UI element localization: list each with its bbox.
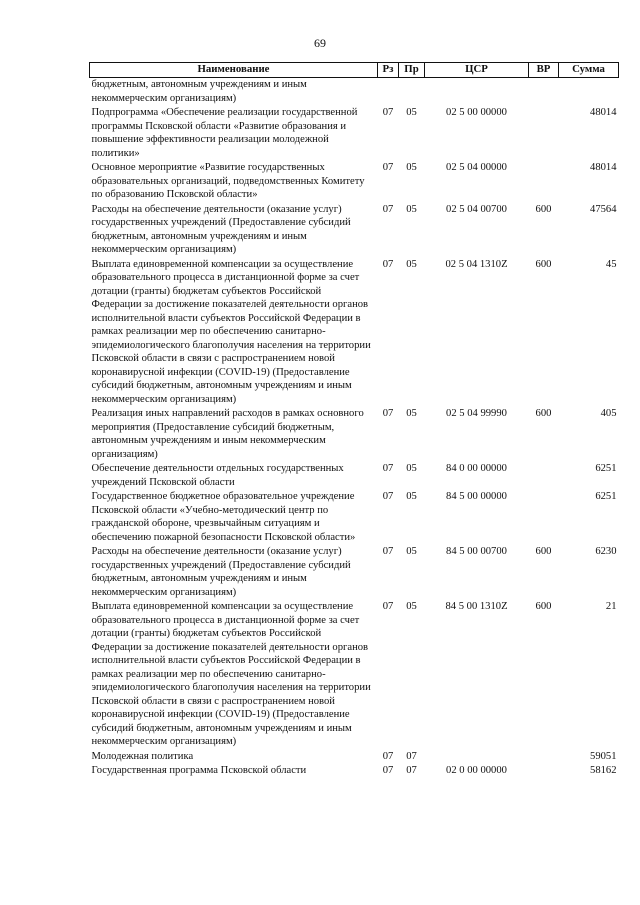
cell-vr: 600 <box>535 601 552 612</box>
cell-name: Расходы на обеспечение деятельности (оказание услуг) государственных учреждений (Предоставление субсидий бюджетным, автономным учреждениям и иным некоммерческим организациям) <box>91 546 351 598</box>
cell-pr: 07 <box>406 750 417 762</box>
cell-pr <box>399 78 425 107</box>
cell-vr <box>529 462 559 490</box>
table-row <box>90 78 619 107</box>
cell-csr: 84 0 00 00000 <box>446 463 507 474</box>
table-row <box>90 203 619 258</box>
header-rz: Рз <box>378 63 399 78</box>
cell-pr: 05 <box>406 463 417 474</box>
table-row <box>90 462 619 490</box>
cell-csr: 02 5 04 1310Z <box>445 258 508 270</box>
table-row <box>90 258 619 408</box>
cell-pr: 07 <box>406 765 417 776</box>
cell-name: Выплата единовременной компенсации за осуществление образовательного процесса в дистанционной форме за счет дотации (гранты) бюджетам субъектов Российской Федерации за достижение показателей деятельности органов исполнительной власти субъектов Российской Федерации в рамках реализации мер по обеспечению санитарно-эпидемиологического благополучия населения на территории Псковской области в связи с распространением новой коронавирусной инфекции (COVID-19) (Предоставление субсидий бюджетным, автономным учреждениям и иным некоммерческим организациям) <box>91 601 371 747</box>
cell-csr: 84 5 00 00000 <box>446 491 507 502</box>
cell-vr <box>529 764 559 779</box>
cell-rz: 07 <box>382 463 394 474</box>
cell-sum: 48014 <box>590 107 617 118</box>
table-row <box>90 600 619 750</box>
cell-name: Основное мероприятие «Развитие государственных образовательных организаций, подведомственных Комитету по образованию Псковской области» <box>91 162 365 200</box>
page-number: 69 <box>314 36 326 50</box>
cell-sum <box>559 78 619 107</box>
cell-sum: 47564 <box>590 203 617 215</box>
table-row <box>90 545 619 600</box>
table-row <box>90 490 619 545</box>
cell-vr: 600 <box>535 258 552 270</box>
cell-rz: 07 <box>382 601 394 612</box>
cell-name: Молодежная политика <box>91 750 194 762</box>
cell-csr: 02 5 04 00700 <box>446 203 507 215</box>
cell-pr: 05 <box>406 162 417 173</box>
cell-name: Государственная программа Псковской области <box>91 765 307 776</box>
budget-table <box>89 62 619 779</box>
table-header-row <box>90 63 619 78</box>
cell-sum: 6251 <box>595 463 617 474</box>
cell-vr <box>529 161 559 203</box>
header-pr: Пр <box>399 63 425 78</box>
cell-sum: 405 <box>600 408 617 419</box>
cell-rz: 07 <box>382 546 394 557</box>
cell-pr: 05 <box>406 107 417 118</box>
cell-rz: 07 <box>382 258 394 270</box>
header-vr: ВР <box>529 63 559 78</box>
cell-sum: 21 <box>605 601 617 612</box>
cell-sum: 48014 <box>590 162 617 173</box>
table-row <box>90 750 619 765</box>
cell-name: Подпрограмма «Обеспечение реализации государственной программы Псковской области «Развитие образования и повышение эффективности реализации молодежной политики» <box>91 107 358 159</box>
cell-vr: 600 <box>535 546 552 557</box>
cell-rz: 07 <box>382 408 394 419</box>
cell-csr <box>425 78 529 107</box>
cell-vr: 600 <box>535 203 552 215</box>
cell-sum: 45 <box>605 258 617 270</box>
cell-rz: 07 <box>382 750 394 762</box>
cell-pr: 05 <box>406 203 417 215</box>
cell-rz <box>378 78 399 107</box>
cell-name: Государственное бюджетное образовательное учреждение Псковской области «Учебно-методический центр по гражданской обороне, чрезвычайным ситуациям и обеспечению пожарной безопасности Псковской области» <box>91 491 356 543</box>
cell-sum: 59051 <box>590 750 617 762</box>
table-row <box>90 106 619 161</box>
cell-csr: 02 5 04 99990 <box>446 408 507 419</box>
header-name: Наименование <box>90 63 378 78</box>
cell-rz: 07 <box>382 765 394 776</box>
cell-vr <box>529 78 559 107</box>
cell-sum: 6251 <box>595 491 617 502</box>
cell-pr: 05 <box>406 408 417 419</box>
cell-pr: 05 <box>406 258 417 270</box>
cell-csr: 02 5 00 00000 <box>446 107 507 118</box>
cell-sum: 58162 <box>590 765 617 776</box>
cell-rz: 07 <box>382 162 394 173</box>
cell-vr <box>529 490 559 545</box>
cell-vr <box>529 750 559 765</box>
table-row <box>90 764 619 779</box>
table-row <box>90 407 619 462</box>
header-csr: ЦСР <box>425 63 529 78</box>
cell-rz: 07 <box>382 107 394 118</box>
cell-pr: 05 <box>406 546 417 557</box>
cell-vr: 600 <box>535 408 552 419</box>
cell-name: Выплата единовременной компенсации за осуществление образовательного процесса в дистанционной форме за счет дотации (гранты) бюджетам субъектов Российской Федерации за достижение показателей деятельности органов исполнительной власти субъектов Российской Федерации в рамках реализации мер по обеспечению санитарно-эпидемиологического благополучия населения на территории Псковской области в связи с распространением новой коронавирусной инфекции (COVID-19) (Предоставление субсидий бюджетным, автономным учреждениям и иным некоммерческим организациям) <box>91 258 371 405</box>
cell-sum: 6230 <box>595 546 617 557</box>
cell-rz: 07 <box>382 203 394 215</box>
cell-rz: 07 <box>382 491 394 502</box>
cell-name: Обеспечение деятельности отдельных государственных учреждений Псковской области <box>91 463 344 488</box>
cell-csr: 84 5 00 1310Z <box>445 601 508 612</box>
cell-csr: 02 5 04 00000 <box>446 162 507 173</box>
cell-name: Расходы на обеспечение деятельности (оказание услуг) государственных учреждений (Предоставление субсидий бюджетным, автономным учреждениям и иным некоммерческим организациям) <box>91 203 351 255</box>
cell-pr: 05 <box>406 601 417 612</box>
cell-pr: 05 <box>406 491 417 502</box>
table-row <box>90 161 619 203</box>
table-body <box>90 78 619 779</box>
cell-name: Реализация иных направлений расходов в рамках основного мероприятия (Предоставление субсидий бюджетным, автономным учреждениям и иным некоммерческим организациям) <box>91 408 364 460</box>
cell-vr <box>529 106 559 161</box>
cell-csr: 02 0 00 00000 <box>446 765 507 776</box>
cell-csr <box>425 750 529 765</box>
cell-csr: 84 5 00 00700 <box>446 546 507 557</box>
header-sum: Сумма <box>559 63 619 78</box>
cell-name: бюджетным, автономным учреждениям и иным некоммерческим организациям) <box>91 79 307 104</box>
